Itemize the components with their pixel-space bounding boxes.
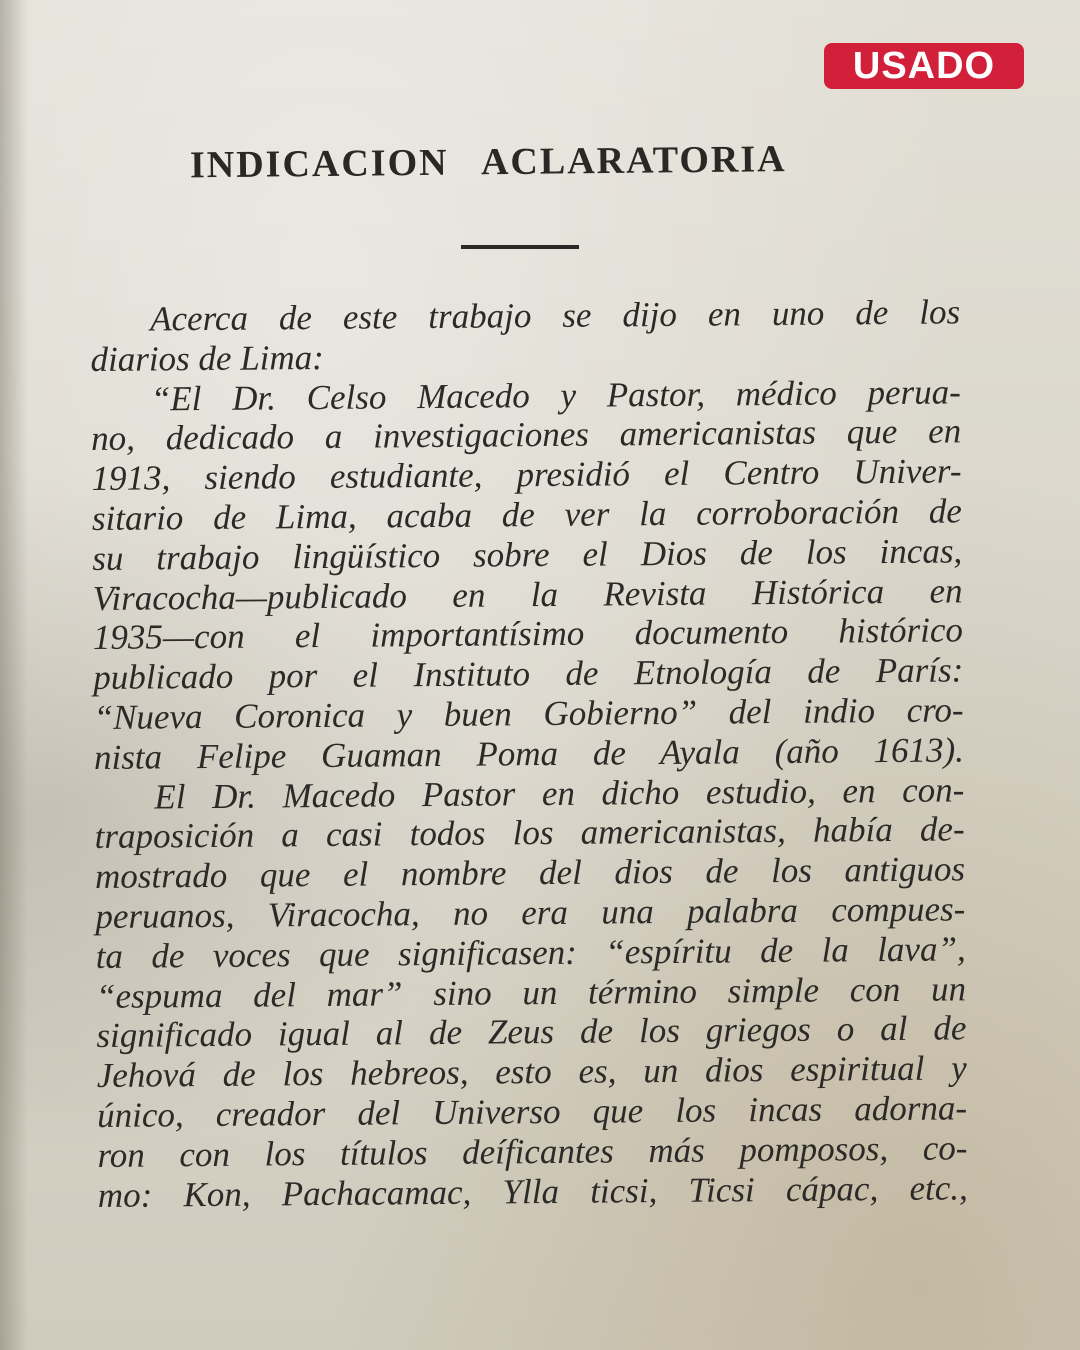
text-line: mo: Kon, Pachacamac, Ylla ticsi, Ticsi cápac, etc., [97,1167,968,1215]
text-line: significado igual al de Zeus de los griegos o al de [96,1008,967,1056]
text-line: El Dr. Macedo Pastor en dicho estudio, en con- [154,769,965,817]
text-line: Jehová de los hebreos, esto es, un dios espiritual y [96,1048,967,1096]
text-line: ta de voces que significasen: “espíritu de la lava”, [95,929,966,976]
text-line: ron con los títulos deíficantes más pomposos, co- [97,1128,968,1175]
text-line: Acerca de este trabajo se dijo en uno de los [149,292,961,339]
text-line: mostrado que el nombre del dios de los antiguos [94,849,966,897]
heading-rule [461,245,579,249]
page-body-text [90,292,968,1215]
text-line: traposición a casi todos los americanistas, había de- [94,809,965,857]
text-line: no, dedicado a investigaciones americanistas que en [91,411,962,459]
text-line: publicado por el Instituto de Etnología de París: [93,650,964,698]
text-line: diarios de Lima: [90,337,325,379]
text-line: 1935—con el importantísimo documento histórico [92,610,964,658]
page-gutter-shadow [0,0,28,1350]
page-heading: INDICACION ACLARATORIA [189,138,787,187]
text-line: 1913, siendo estudiante, presidió el Centro Univer- [91,451,962,499]
text-line: “El Dr. Celso Macedo y Pastor, médico perua- [150,371,962,419]
text-line: único, creador del Universo que los incas adorna- [96,1088,968,1135]
text-line: sitario de Lima, acaba de ver la corroboración de [91,491,963,538]
text-line: peruanos, Viracocha, no era una palabra compues- [95,889,966,936]
text-line: “Nueva Coronica y buen Gobierno” del indio cro- [93,690,964,737]
text-line: su trabajo lingüístico sobre el Dios de los incas, [92,531,963,578]
text-line: Viracocha—publicado en la Revista Histórica en [92,570,963,618]
text-line: nista Felipe Guaman Poma de Ayala (año 1613). [93,730,965,777]
text-line: “espuma del mar” sino un término simple con un [95,968,967,1016]
used-badge: USADO [824,43,1024,89]
